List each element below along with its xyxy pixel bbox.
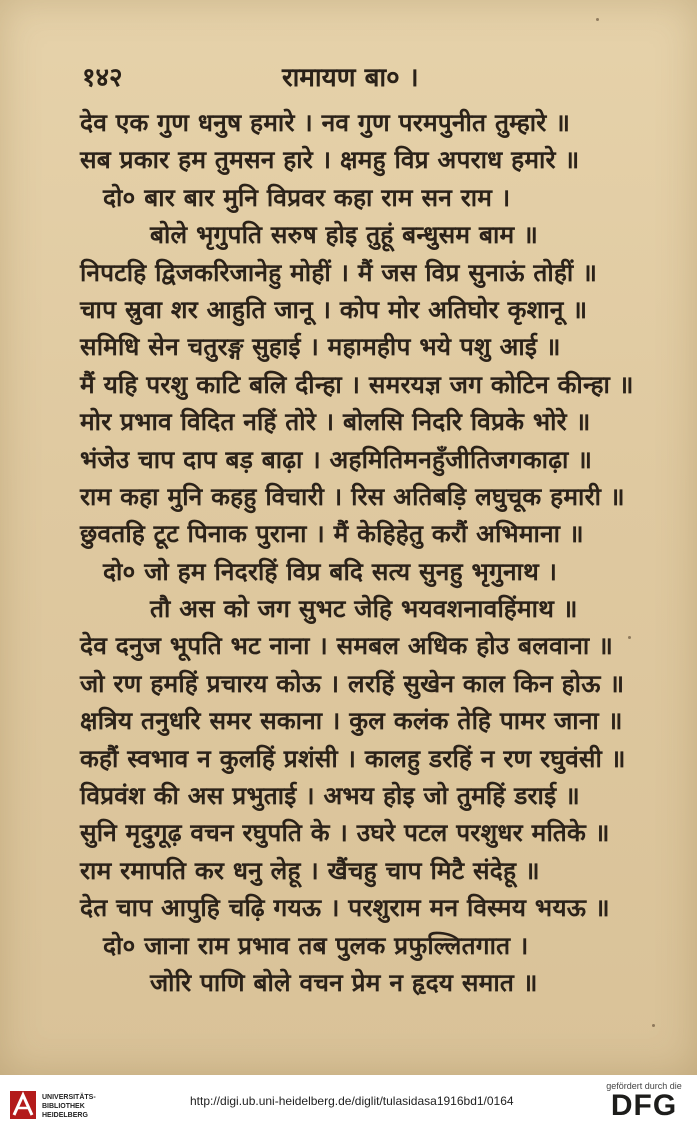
svg-text:HEIDELBERG: HEIDELBERG [42,1112,88,1119]
dfg-logo: DFG [610,1089,678,1122]
verse-line: देव एक गुण धनुष हमारे । नव गुण परमपुनीत तुम्हारे ॥ [80,108,571,137]
svg-text:UNIVERSITÄTS-: UNIVERSITÄTS- [42,1094,96,1101]
verse-line: सुनि मृदुगूढ़ वचन रघुपति के । उघरे पटल परशुधर मतिके ॥ [80,818,610,848]
paper-speck [628,636,631,639]
verse-line: भंजेउ चाप दाप बड़ बाढ़ा । अहमितिमनहुँजीतिजगकाढ़ा ॥ [80,444,593,474]
doha-line: तौ अस को जग सुभट जेहि भयवशनावहिंमाथ ॥ [150,594,578,624]
source-url[interactable]: http://digi.ub.uni-heidelberg.de/diglit/tulasidasa1916bd1/0164 [190,1094,514,1108]
page-number: १४२ [82,63,123,93]
funded-by-label: gefördert durch die [606,1081,682,1091]
verse-line: कहौं स्वभाव न कुलहिं प्रशंसी । कालहु डरहिं न रण रघुवंसी ॥ [80,743,626,773]
svg-text:BIBLIOTHEK: BIBLIOTHEK [42,1103,85,1110]
verse-line: मोर प्रभाव विदित नहिं तोरे । बोलसि निदरि विप्रके भोरे ॥ [80,407,591,437]
doha-line: दो० जो हम निदरहिं विप्र बदि सत्य सुनहु भृगुनाथ । [103,556,558,586]
verse-line: राम रमापति कर धनु लेहू । खैंचहु चाप मिटै संदेहू ॥ [80,855,540,885]
verse-block [0,104,697,1001]
paper-speck [596,18,599,21]
verse-line: विप्रवंश की अस प्रभुताई । अभय होइ जो तुमहिं डराई ॥ [80,781,580,811]
verse-line: जो रण हमहिं प्रचारय कोऊ । लरहिं सुखेन काल किन होऊ ॥ [80,668,625,698]
verse-line: समिधि सेन चतुरङ्ग सुहाई । महामहीप भये पशु आई ॥ [80,332,561,362]
doha-line: दो० जाना राम प्रभाव तब पुलक प्रफुल्लितगात । [103,930,529,960]
verse-line: देव दनुज भूपति भट नाना । समबल अधिक होउ बलवाना ॥ [80,631,614,661]
paper-speck [652,1024,655,1027]
verse-line: मैं यहि परशु काटि बलि दीन्हा । समरयज्ञ जग कोटिन कीन्हा ॥ [80,369,634,399]
verse-line: छुवतहि टूट पिनाक पुराना । मैं केहिहेतु करौं अभिमाना ॥ [80,519,584,549]
verse-line: सब प्रकार हम तुमसन हारे । क्षमहु विप्र अपराध हमारे ॥ [80,145,580,175]
verse-line: देत चाप आपुहि चढ़ि गयऊ । परशुराम मन विस्मय भयऊ ॥ [80,893,610,923]
doha-line: जोरि पाणि बोले वचन प्रेम न हृदय समात ॥ [150,967,538,997]
doha-line: बोले भृगुपति सरुष होइ तुहूं बन्धुसम बाम ॥ [150,220,538,250]
doha-line: दो० बार बार मुनि विप्रवर कहा राम सन राम । [103,182,511,212]
verse-line: चाप स्रुवा शर आहुति जानू । कोप मोर अतिघोर कृशानू ॥ [80,294,588,324]
viewer-footer [0,1075,697,1132]
heidelberg-library-logo [8,1087,118,1123]
funder-block [599,1081,689,1123]
verse-line: राम कहा मुनि कहहु विचारी । रिस अतिबड़ि लघुचूक हमारी ॥ [80,481,625,511]
running-title: रामायण बा० । [282,63,419,93]
verse-line: क्षत्रिय तनुधरि समर सकाना । कुल कलंक तेहि पामर जाना ॥ [80,706,623,736]
page-header [82,54,642,94]
verse-line: निपटहि द्विजकरिजानेहु मोहीं । मैं जस विप्र सुनाऊं तोहीं ॥ [80,257,598,287]
